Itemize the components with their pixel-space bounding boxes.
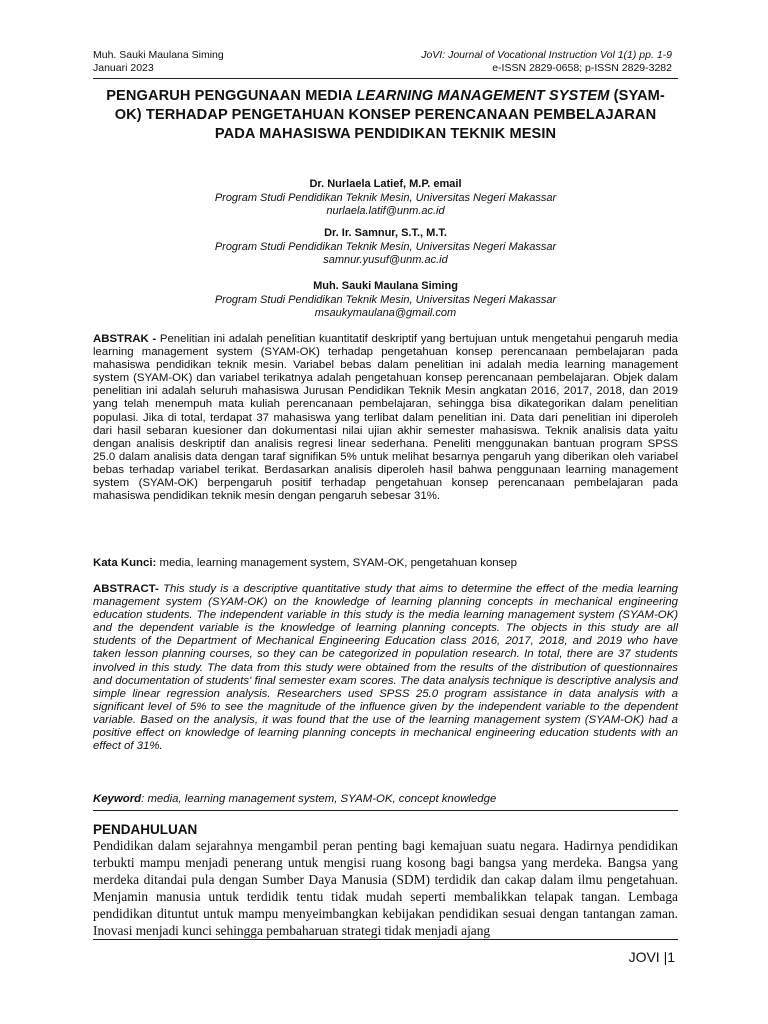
header-issn: e-ISSN 2829-0658; p-ISSN 2829-3282: [492, 61, 672, 74]
abstrak-text: Penelitian ini adalah penelitian kuantitatif deskriptif yang bertujuan untuk mengetahui pengaruh media learning management system (SYAM-OK) terhadap pengetahuan konsep perencanaan pembelajaran pada mahasiswa pendidikan teknik mesin. Variabel bebas dalam penelitian ini adalah media learning management system (SYAM-OK) dan variabel terikatnya adalah pengetahuan konsep perencanaan pembelajaran. Objek dalam penelitian ini adalah seluruh mahasiswa Jurusan Pendidikan Teknik Mesin angkatan 2016, 2017, 2018, dan 2019 yang telah menempuh mata kuliah perencanaan pembelajaran, sehingga bisa dikategorikan dalam penelitian populasi. Jika di total, terdapat 37 mahasiswa yang terlibat dalam penelitian ini. Data dari penelitian ini diperoleh dari hasil sebaran kuesioner dan dokumentasi nilai ujian akhir semester mahasiswa. Teknik analisis data yaitu dengan analisis deskriptif dan analisis regresi linear sederhana. Peneliti menggunakan bantuan program SPSS 25.0 dalam analisis data dengan taraf signifikan 5% untuk melihat besarnya pengaruh yang diberikan oleh variabel bebas terhadap variabel terikat. Berdasarkan analisis diperoleh hasil bahwa penggunaan learning management system (SYAM-OK) berpengaruh positif terhadap pengetahuan konsep perencanaan pembelajaran pada mahasiswa pendidikan teknik mesin dengan pengaruh sebesar 31%.: [93, 333, 679, 503]
keyword-label: Keyword: [93, 793, 142, 805]
author-affiliation: Program Studi Pendidikan Teknik Mesin, Universitas Negeri Makassar: [214, 293, 557, 306]
abstrak-paragraph: [93, 333, 678, 503]
author-3: [93, 280, 678, 321]
running-header-left: [93, 49, 224, 74]
abstract-text: This study is a descriptive quantitative study that aims to determine the effect of the media learning management system (SYAM-OK) on the knowledge of learning planning concepts in mechanical engineering education students. The independent variable in this study is the media learning management system (SYAM-OK) and the dependent variable is the knowledge of learning planning concepts. The objects in this study are all students of the Department of Mechanical Engineering Education class 2016, 2017, 2018, and 2019 who have taken lesson planning courses, so they can be categorized in population research. In total, there are 37 students involved in this study. The data from this study were obtained from the results of the distribution of questionnaires and documentation of students' final semester exam scores. The data analysis technique is descriptive analysis and simple linear regression analysis. Researchers used SPSS 25.0 program assistance in data analysis with a significant level of 5% to see the magnitude of the influence given by the independent variable to the dependent variable. Based on the analysis, it was found that the use of the learning management system (SYAM-OK) had a positive effect on knowledge of learning planning concepts in mechanical engineering education students with an effect of 31%.: [93, 583, 678, 753]
footer-divider: [93, 939, 678, 940]
abstract-paragraph: [93, 583, 678, 753]
header-author: Muh. Sauki Maulana Siming: [93, 49, 224, 61]
author-name: Dr. Nurlaela Latief, M.P. email: [309, 178, 462, 190]
author-affiliation: Program Studi Pendidikan Teknik Mesin, Universitas Negeri Makassar: [214, 240, 557, 253]
title-italic: LEARNING MANAGEMENT SYSTEM: [356, 88, 610, 104]
page-footer: JOVI |1: [628, 949, 675, 965]
abstract-divider: [93, 810, 678, 811]
header-divider: [93, 78, 678, 79]
author-email[interactable]: msaukymaulana@gmail.com: [314, 307, 457, 319]
kata-kunci-label: Kata Kunci:: [93, 557, 157, 569]
kata-kunci-text: media, learning management system, SYAM-OK, pengetahuan konsep: [156, 557, 517, 569]
author-name: Muh. Sauki Maulana Siming: [313, 280, 458, 292]
abstrak-label: ABSTRAK -: [93, 333, 160, 345]
keyword: [93, 792, 678, 806]
title-part-2: (SYAM-OK) TERHADAP PENGETAHUAN KONSEP PERENCANAAN PEMBELAJARAN PADA MAHASISWA PENDIDIKAN TEKNIK MESIN: [114, 88, 665, 142]
header-date: Januari 2023: [93, 61, 154, 74]
intro-paragraph: Pendidikan dalam sejarahnya mengambil peran penting bagi kemajuan suatu negara. Hadirnya pendidikan terbukti mampu menjadi penerang untuk mengisi ruang kosong bagi bangsa yang merdeka. Bangsa yang merdeka ditandai pula dengan Sumber Daya Manusia (SDM) terdidik dan cakap dalam ilmu pengetahuan. Menjamin manusia untuk terdidik tentu tidak mudah seperti membalikkan telapak tangan. Lembaga pendidikan dituntut untuk mampu menyeimbangkan kebijakan pendidikan sesuai dengan tantangan zaman. Inovasi menjadi kunci sehingga pembaharuan strategi tidak menjadi ajang: [93, 838, 678, 938]
abstract-label: ABSTRACT-: [93, 583, 164, 595]
running-header-right: [421, 49, 672, 74]
keyword-text: : media, learning management system, SYAM-OK, concept knowledge: [141, 793, 497, 805]
author-1: [93, 178, 678, 219]
header-journal: JoVI: Journal of Vocational Instruction Vol 1(1) pp. 1-9: [421, 49, 672, 61]
author-2: [93, 227, 678, 268]
paper-title: [93, 87, 678, 144]
author-name: Dr. Ir. Samnur, S.T., M.T.: [324, 227, 447, 239]
title-part-1: PENGARUH PENGGUNAAN MEDIA: [106, 88, 357, 104]
author-affiliation: Program Studi Pendidikan Teknik Mesin, Universitas Negeri Makassar: [214, 191, 557, 204]
kata-kunci: [93, 556, 678, 570]
section-heading: PENDAHULUAN: [93, 822, 198, 837]
author-email[interactable]: nurlaela.latif@unm.ac.id: [326, 205, 445, 217]
author-email[interactable]: samnur.yusuf@unm.ac.id: [323, 254, 448, 266]
